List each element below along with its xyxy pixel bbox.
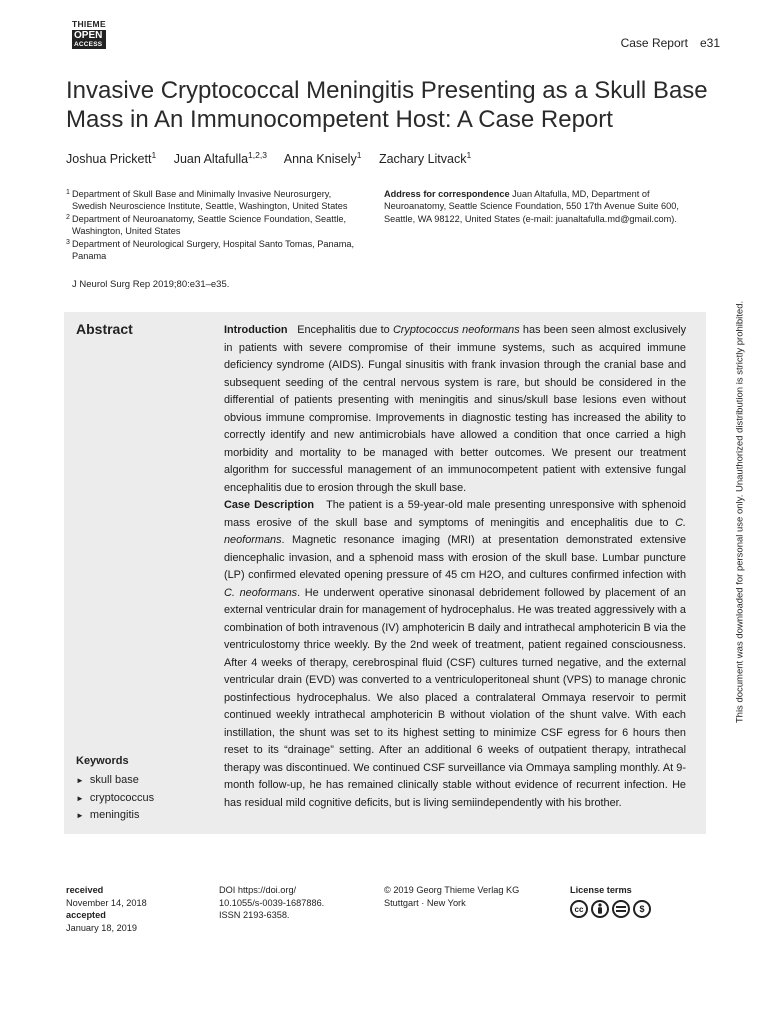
running-head (621, 36, 720, 50)
by-icon (591, 900, 609, 918)
usage-notice: This document was downloaded for personal use only. Unauthorized distribution is strictly prohibited. (734, 300, 746, 724)
author: Juan Altafulla$^{1,2,3}$ (173, 150, 267, 167)
dates-block: received November 14, 2018 accepted January 18, 2019 (66, 885, 147, 933)
affiliation: 2 Department of Neuroanatomy, Seattle Science Foundation, Seattle, Washington, United States (66, 213, 347, 237)
correspondence-label: Address for correspondence (384, 189, 510, 199)
correspondence-address (384, 188, 704, 225)
affiliations (66, 188, 366, 262)
logo-access: ACCESS (74, 41, 103, 48)
thieme-logo (72, 20, 110, 54)
abstract-heading: Abstract (76, 321, 133, 337)
author: Zachary Litvack$^1$ (378, 150, 472, 167)
logo-publisher: THIEME (72, 19, 106, 29)
article-title: Invasive Cryptococcal Meningitis Presenting as a Skull Base Mass in An Immunocompetent Host: A Case Report (66, 77, 708, 133)
doi-link[interactable]: DOI https://doi.org/ (219, 885, 297, 895)
keywords-heading: Keywords (76, 755, 129, 767)
author: Joshua Prickett$^1$ (66, 150, 157, 167)
affiliation: 3 Department of Neurological Surgery, Hospital Santo Tomas, Panama, Panama (66, 238, 355, 262)
correspondence-text: Juan Altafulla, MD, Department of Neuroanatomy, Seattle Science Foundation, 550 17th Avenue Suite 600, Seattle, WA 98122, United States (e-mail: juanaltafulla.md@gmail.com). (384, 189, 679, 224)
keywords-list (76, 772, 154, 825)
keyword-item: ► meningitis (76, 809, 140, 821)
license-icons[interactable] (570, 900, 651, 918)
arrow-icon: ► (76, 811, 84, 820)
copyright-block: © 2019 Georg Thieme Verlag KG Stuttgart · New York (384, 885, 520, 908)
keyword-item: ► skull base (76, 774, 139, 786)
logo-open: OPEN (74, 30, 103, 41)
cc-icon: cc (570, 900, 588, 918)
author: Anna Knisely$^1$ (283, 150, 362, 167)
affiliation: 1 Department of Skull Base and Minimally Invasive Neurosurgery, Swedish Neuroscience Institute, Seattle, Washington, United States (66, 189, 348, 212)
keyword-item: ► cryptococcus (76, 791, 155, 804)
logo-badge (72, 30, 106, 49)
page-number: e31 (699, 36, 720, 50)
article-type: Case Report (620, 36, 688, 50)
abstract-case-description: Case Description The patient is a 59-year-old male presenting unresponsive with sphenoid mass erosive of the skull base and symptoms of meningitis and encephalitis due to C. neoformans. Magnetic resonance imaging (MRI) at presentation demonstrated extensive diencephalic invasion, and a sphenoid mass with erosion of the skull base. Lumbar puncture (LP) confirmed elevated opening pressure of 45 cm H2O, and cultures confirmed infection with C. neoformans. He underwent operative sinonasal debridement followed by placement of an external ventricular drain for management of hydrocephalus. He was treated aggressively with a combination of both intravenous (IV) amphotericin B daily and intrathecal amphotericin B via the ventriculostomy thrice weekly. By the 2nd week of treatment, patient regained consciousness. After 4 weeks of therapy, cerebrospinal fluid (CSF) cultures turned negative, and the external ventricular drain (EVD) was converted to a ventriculoperitoneal shunt (VPS) to manage chronic postinfectious hydrocephalus. We also placed a contralateral Ommaya reservoir to permit continued weekly intrathecal amphotericin B without violation of the shunt valve. With each instillation, the shunt was set to its highest setting to minimize CSF egress for 6 hours then reset to its “drainage” setting. After an additional 6 weeks of outpatient therapy, intrathecal therapy was discontinued. We continued CSF surveillance via Ommaya sampling monthly. At 9-month follow-up, he has remained clinically stable without evidence of recurrent infection. He has residual mild cognitive deficits, but is living semiindependently with his brother. (224, 499, 686, 809)
author-list (66, 150, 485, 166)
abstract-introduction: Introduction Encephalitis due to Cryptococcus neoformans has been seen almost exclusively in patients with severe compromise of their immune systems, such as acquired immune deficiency syndrome (AIDS). Fungal sinusitis with frank invasion through the cranial base and subsequent seeding of the central nervous system is rare, but should be considered in the differential of patients presenting with meningitis and sinus/skull base lesions even without obvious immune compromise. Improvements in diagnostic testing has increased the ability to correctly identify and new antimicrobials have allowed a condition that once carried a high morbidity and mortality to be managed with better outcomes. We present our treatment algorithm for successful management of an immunocompetent patient with extensive fungal encephalitis due to erosion through the skull base. (224, 324, 687, 494)
doi-block: DOI https://doi.org/ 10.1055/s-0039-1687886. ISSN 2193-6358. (219, 885, 325, 920)
arrow-icon: ► (76, 776, 84, 785)
nc-icon: $ (633, 900, 651, 918)
nd-icon (612, 900, 630, 918)
license-block: License terms (570, 885, 632, 895)
journal-reference: J Neurol Surg Rep 2019;80:e31–e35. (72, 279, 230, 290)
abstract-text (224, 322, 686, 812)
arrow-icon: ► (76, 793, 84, 803)
